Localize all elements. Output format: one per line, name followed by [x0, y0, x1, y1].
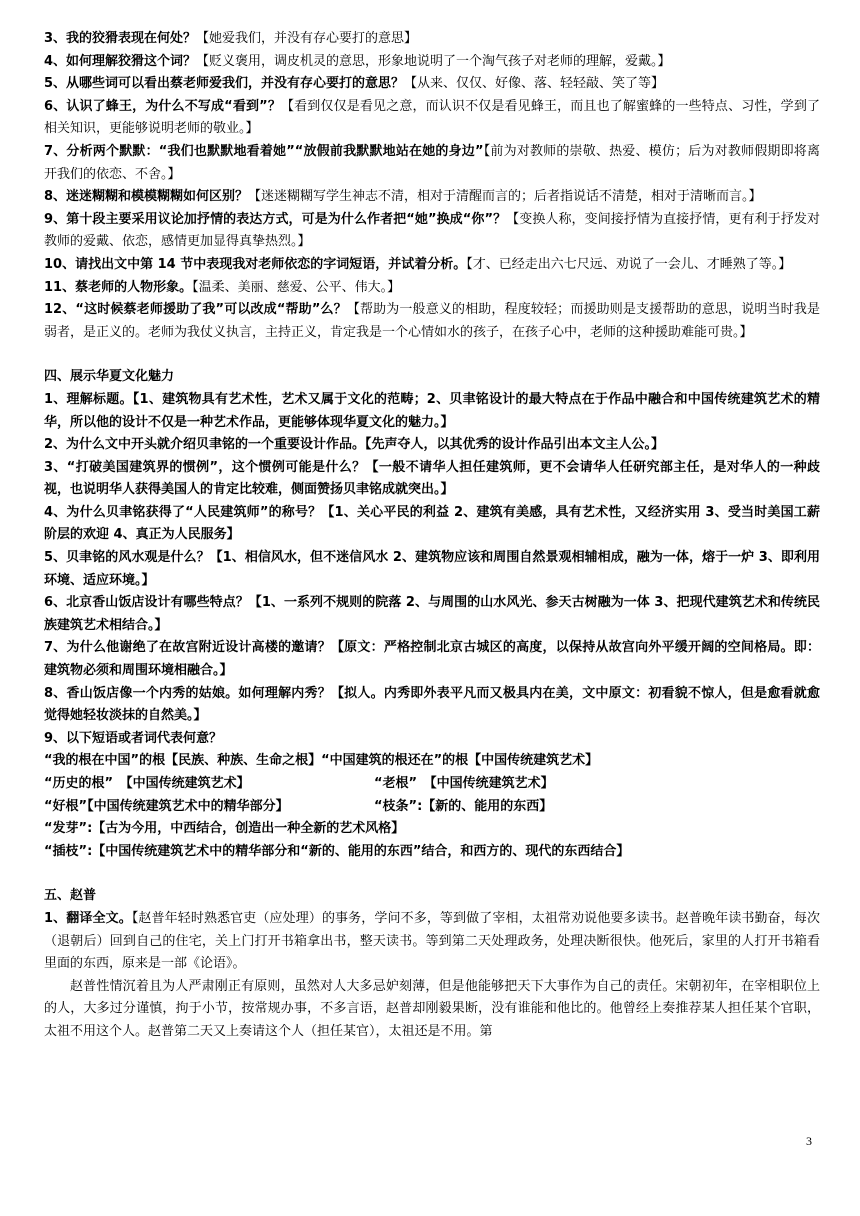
- list-item: 3、“打破美国建筑界的惯例”，这个惯例可能是什么？【一般不请华人担任建筑师，更不会请华人任研究部主任，是对华人的一种歧视，也说明华人获得美国人的肯定比较难，侧面赞扬贝聿铭成就突出。】: [44, 459, 820, 498]
- paragraph: 赵普性情沉着且为人严肃刚正有原则，虽然对人大多忌妒刻薄，但是他能够把天下大事作为自己的责任。宋朝初年，在宰相职位上的人，大多过分谨慎，拘于小节，按常规办事，不多言语，赵普却刚毅果断，没有谁能和他比的。他曾经上奏推荐某人担任某个官职，太祖不用这个人。赵普第二天又上奏请这个人（担任某官），太祖还是不用。第: [44, 978, 820, 1039]
- list-item: [44, 299, 820, 344]
- answer-text: 【贬义褒用，调皮机灵的意思，形象地说明了一个淘气孩子对老师的理解，爱戴。】: [196, 53, 671, 69]
- page-number: 3: [806, 1134, 812, 1148]
- answer-text: 【她爱我们，并没有存心要打的意思】: [196, 31, 418, 46]
- question-text: 10、请找出文中第 14 节中表现我对老师依恋的字词短语，并试着分析。: [44, 256, 467, 272]
- list-item: 5、贝聿铭的风水观是什么？【1、相信风水，但不迷信风水 2、建筑物应该和周围自然景观相辅相成，融为一体，熔于一炉 3、即利用环境、适应环境。】: [44, 550, 820, 588]
- section3-list: [44, 28, 820, 344]
- answer-text: 【看到仅仅是看见之意，而认识不仅是看见蜂王，而且也了解蜜蜂的一些特点、习性，学到了相关知识，更能够说明老师的敬业。】: [44, 98, 820, 137]
- list-item: 7、为什么他谢绝了在故宫附近设计高楼的邀请？【原文：严格控制北京古城区的高度，以保持从故宫向外平缓开阔的空间格局。即：建筑物必须和周围环境相融合。】: [44, 640, 820, 679]
- phrase-line: “好根”【中国传统建筑艺术中的精华部分】: [44, 798, 289, 814]
- list-item: 9、以下短语或者词代表何意？: [44, 730, 223, 746]
- section-heading: 四、展示华夏文化魅力: [44, 369, 175, 385]
- phrase-line: “发芽”:【古为今用，中西结合，创造出一种全新的艺术风格】: [44, 821, 405, 837]
- question-text: 9、第十段主要采用议论加抒情的表达方式，可是为什么作者把“她”换成“你”？: [44, 211, 507, 227]
- phrase-line: “枝条”:【新的、能用的东西】: [374, 798, 553, 814]
- answer-text: 【帮助为一般意义的相助，程度较轻；而援助则是支援帮助的意思，说明当时我是弱者，是正义的。老师为我仗义执言，主持正义，肯定我是一个心情如水的孩子，在孩子心中，老师的这种援助难能可贵。】: [44, 302, 820, 340]
- list-item: [44, 186, 820, 209]
- answer-text: 【才、已经走出六七尺远、劝说了一会儿、才睡熟了等。】: [466, 256, 792, 272]
- list-item: [44, 254, 820, 277]
- section-gap: [44, 344, 820, 366]
- question-text: 3、我的狡猾表现在何处？: [44, 31, 197, 46]
- question-text: 8、迷迷糊糊和模模糊糊如何区别？: [44, 189, 249, 205]
- phrase-line: “老根” 【中国传统建筑艺术】: [374, 776, 554, 791]
- question-text: 12、“这时候蔡老师援助了我”可以改成“帮助”么？: [44, 302, 347, 318]
- list-item: [44, 209, 820, 254]
- list-item: 1、理解标题。【1、建筑物具有艺术性，艺术又属于文化的范畴；2、贝聿铭设计的最大特点在于作品中融合和中国传统建筑艺术的精华，所以他的设计不仅是一种艺术作品，更能够体现华夏文化的魅力。】: [44, 391, 820, 430]
- section-gap: [44, 863, 820, 885]
- question-text: 1、翻译全文。: [44, 910, 132, 926]
- list-item: [44, 73, 820, 96]
- list-item: [44, 908, 820, 976]
- section4: [44, 366, 820, 863]
- question-text: 6、认识了蜂王，为什么不写成“看到”？: [44, 98, 281, 114]
- answer-text: 【从来、仅仅、好像、落、轻轻敲、笑了等】: [404, 76, 665, 92]
- phrase-line: “历史的根” 【中国传统建筑艺术】: [44, 776, 250, 791]
- list-item: [44, 51, 820, 74]
- list-item: 6、北京香山饭店设计有哪些特点？【1、一系列不规则的院落 2、与周围的山水风光、参天古树融为一体 3、把现代建筑艺术和传统民族建筑艺术相结合。】: [44, 595, 820, 633]
- phrase-row: [44, 796, 820, 819]
- phrase-line: “我的根在中国”的根【民族、种族、生命之根】“中国建筑的根还在”的根【中国传统建筑艺术】: [44, 753, 599, 769]
- document-content: [44, 28, 820, 1044]
- answer-text: 【变换人称，变间接抒情为直接抒情，更有利于抒发对教师的爱戴、依恋，感情更加显得真挚热烈。】: [44, 211, 820, 250]
- list-item: 8、香山饭店像一个内秀的姑娘。如何理解内秀？【拟人。内秀即外表平凡而又极具内在美，文中原文：初看貌不惊人，但是愈看就愈觉得她轻妆淡抹的自然美。】: [44, 685, 820, 724]
- answer-text: 【迷迷糊糊写学生神志不清，相对于清醒而言的；后者指说话不清楚，相对于清晰而言。】: [248, 189, 762, 205]
- list-item: [44, 141, 820, 186]
- list-item: [44, 96, 820, 141]
- section5: [44, 885, 820, 1043]
- question-text: 11、蔡老师的人物形象。: [44, 279, 193, 295]
- section-heading: 五、赵普: [44, 888, 97, 904]
- question-text: 4、如何理解狡猾这个词？: [44, 53, 197, 69]
- list-item: [44, 28, 820, 51]
- answer-text: 【赵普年轻时熟悉官吏（应处理）的事务，学问不多，等到做了宰相，太祖常劝说他要多读书。赵普晚年读书勤奋，每次（退朝后）回到自己的住宅，关上门打开书箱拿出书，整天读书。等到第二天处理政务，处理决断很快。他死后，家里的人打开书箱看里面的东西，原来是一部《论语》。: [44, 910, 820, 972]
- question-text: 5、从哪些词可以看出蔡老师爱我们，并没有存心要打的意思？: [44, 76, 405, 92]
- answer-text: 【温柔、美丽、慈爱、公平、伟大。】: [192, 279, 401, 295]
- answer-text: 【前为对教师的崇敬、热爱、模仿；后为对教师假期即将离开我们的依恋、不舍。】: [44, 143, 820, 182]
- phrase-row: [44, 773, 820, 796]
- list-item: 2、为什么文中开头就介绍贝聿铭的一个重要设计作品。【先声夺人，以其优秀的设计作品引出本文主人公。】: [44, 437, 665, 453]
- question-text: 7、分析两个默默：“我们也默默地看着她”“放假前我默默地站在她的身边”: [44, 143, 484, 159]
- list-item: 4、为什么贝聿铭获得了“人民建筑师”的称号？【1、关心平民的利益 2、建筑有美感，具有艺术性，又经济实用 3、受当时美国工薪阶层的欢迎 4、真正为人民服务】: [44, 504, 820, 543]
- phrase-line: “插枝”:【中国传统建筑艺术中的精华部分和“新的、能用的东西”结合，和西方的、现代的东西结合】: [44, 843, 630, 859]
- list-item: [44, 277, 820, 300]
